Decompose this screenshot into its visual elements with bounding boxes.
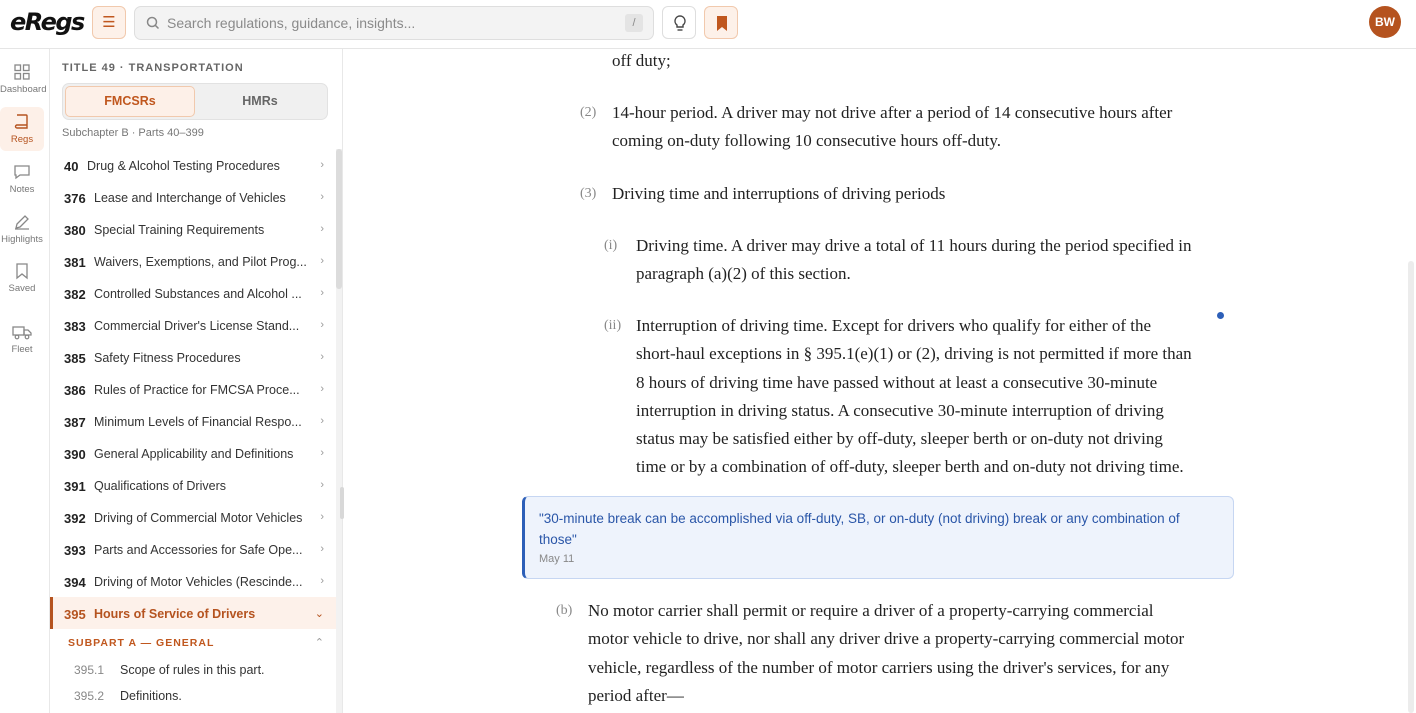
section-number: 395.2: [74, 689, 105, 703]
paragraph-label: (b): [556, 603, 573, 618]
part-number: 392: [64, 511, 86, 526]
part-item[interactable]: [50, 149, 336, 181]
bookmark-icon: [13, 262, 31, 280]
part-item[interactable]: [50, 565, 336, 597]
part-item[interactable]: [50, 533, 336, 565]
chevron-up-icon: ⌃: [314, 637, 324, 649]
part-title: Lease and Interchange of Vehicles: [94, 191, 286, 205]
part-number: 380: [64, 223, 86, 238]
insights-button[interactable]: [662, 6, 696, 39]
rail-label: Highlights: [1, 234, 43, 245]
text-line: 14-hour period. A driver may not drive after a period of 14 consecutive hours after: [612, 103, 1173, 122]
part-item[interactable]: [50, 309, 336, 341]
search-input[interactable]: Search regulations, guidance, insights...: [167, 15, 416, 31]
part-title: Parts and Accessories for Safe Ope...: [94, 543, 303, 557]
text-line: period after—: [588, 685, 684, 705]
part-number: 394: [64, 575, 86, 590]
chevron-right-icon: ›: [320, 223, 324, 235]
part-title: Hours of Service of Drivers: [94, 607, 256, 621]
chevron-right-icon: ›: [320, 415, 324, 427]
text-line: short-haul exceptions in § 395.1(e)(1) or (2), driving is not permitted if more than: [636, 344, 1192, 364]
paragraph-label: (ii): [604, 318, 622, 333]
part-item-active[interactable]: [50, 597, 336, 629]
bookmark-icon: [705, 7, 739, 40]
chevron-right-icon: ›: [320, 575, 324, 587]
part-number: 391: [64, 479, 86, 494]
rail-item-fleet[interactable]: [0, 323, 44, 355]
text-line: Driving time. A driver may drive a total of 11 hours during the period specified in: [636, 236, 1192, 255]
part-number: 383: [64, 319, 86, 334]
part-item[interactable]: [50, 501, 336, 533]
chevron-right-icon: ›: [320, 511, 324, 523]
part-number: 390: [64, 447, 86, 462]
chevron-right-icon: ›: [320, 479, 324, 491]
user-note[interactable]: [522, 496, 1234, 579]
paragraph-a3i: [636, 232, 1192, 289]
annotation-marker[interactable]: [1217, 312, 1224, 319]
rail-item-dashboard[interactable]: [0, 63, 47, 95]
menu-button[interactable]: [92, 6, 126, 39]
subchapter-label: Subchapter B · Parts 40–399: [62, 127, 204, 139]
rail-label: Regs: [10, 134, 34, 145]
regulations-sidebar: [50, 49, 343, 713]
subpart-title: SUBPART A — GENERAL: [68, 637, 215, 649]
chevron-down-icon: ⌄: [314, 608, 324, 620]
rail-item-saved[interactable]: [0, 262, 44, 294]
part-number: 386: [64, 383, 86, 398]
text-line: motor vehicle to drive, nor shall any driver drive a property-carrying commercial motor: [588, 629, 1185, 649]
part-number: 385: [64, 351, 86, 366]
section-item[interactable]: [50, 657, 336, 683]
part-number: 395: [64, 607, 86, 622]
part-title: Controlled Substances and Alcohol ...: [94, 287, 302, 301]
rail-label: Fleet: [11, 344, 33, 355]
chevron-right-icon: ›: [320, 191, 324, 203]
chevron-right-icon: ›: [320, 287, 324, 299]
part-item[interactable]: [50, 469, 336, 501]
part-title: General Applicability and Definitions: [94, 447, 294, 461]
part-number: 393: [64, 543, 86, 558]
part-item[interactable]: [50, 181, 336, 213]
chevron-right-icon: ›: [320, 543, 324, 555]
search-bar[interactable]: [134, 6, 654, 40]
rail-label: Notes: [9, 184, 35, 195]
rail-item-notes[interactable]: [0, 163, 44, 195]
text-line: vehicle, regardless of the number of motor carriers using the driver's services, for any: [588, 657, 1170, 677]
part-item[interactable]: [50, 245, 336, 277]
regulation-set-toggle: [62, 83, 328, 120]
book-icon: [13, 113, 31, 131]
hamburger-icon: ☰: [102, 14, 116, 31]
grid-icon: [13, 63, 31, 81]
part-item[interactable]: [50, 437, 336, 469]
part-title: Minimum Levels of Financial Respo...: [94, 415, 302, 429]
paragraph-fragment: off duty;: [612, 51, 671, 70]
lightbulb-icon: [663, 7, 697, 40]
part-item[interactable]: [50, 213, 336, 245]
part-item[interactable]: [50, 277, 336, 309]
part-title: Driving of Motor Vehicles (Rescinde...: [94, 575, 303, 589]
search-shortcut-key: /: [625, 14, 643, 32]
chevron-right-icon: ›: [320, 383, 324, 395]
chevron-right-icon: ›: [320, 351, 324, 363]
pencil-icon: [13, 213, 31, 231]
app-logo[interactable]: eRegs: [10, 8, 84, 36]
rail-item-highlights[interactable]: [0, 213, 44, 245]
user-avatar[interactable]: BW: [1369, 6, 1401, 38]
text-line: status may be satisfied either by off-duty, sleeper berth or on-duty not driving: [636, 429, 1163, 449]
content-scrollbar[interactable]: [1408, 261, 1414, 713]
part-number: 387: [64, 415, 86, 430]
parts-list: [50, 149, 336, 709]
top-bar: [0, 0, 1416, 49]
rail-label: Saved: [8, 283, 36, 294]
paragraph-label: (2): [580, 105, 597, 120]
section-title: Scope of rules in this part.: [120, 663, 265, 677]
part-item[interactable]: [50, 405, 336, 437]
part-item[interactable]: [50, 341, 336, 373]
text-line: Interruption of driving time. Except for drivers who qualify for either of the: [636, 316, 1152, 335]
tab-hmrs[interactable]: HMRs: [242, 94, 278, 108]
subpart-header[interactable]: [50, 629, 336, 657]
chevron-right-icon: ›: [320, 159, 324, 171]
part-number: 376: [64, 191, 86, 206]
rail-item-regs[interactable]: [0, 107, 44, 151]
part-number: 381: [64, 255, 86, 270]
text-line: 8 hours of driving time have passed without at least a consecutive 30-minute: [636, 372, 1158, 392]
part-number: 382: [64, 287, 86, 302]
text-line: time or by a combination of off-duty, sleeper berth and on-duty not driving time.: [636, 457, 1184, 477]
text-line: interruption in driving status. A consecutive 30-minute interruption of driving: [636, 400, 1164, 420]
part-title: Qualifications of Drivers: [94, 479, 226, 493]
chat-icon: [13, 163, 31, 181]
section-item[interactable]: [50, 683, 336, 709]
part-title: Waivers, Exemptions, and Pilot Prog...: [94, 255, 307, 269]
section-title: Definitions.: [120, 689, 182, 703]
paragraph-a3: Driving time and interruptions of driving periods: [612, 184, 946, 203]
bookmarks-button[interactable]: [704, 6, 738, 39]
part-title: Safety Fitness Procedures: [94, 351, 241, 365]
paragraph-b: [588, 597, 1184, 710]
paragraph-label: (i): [604, 238, 618, 253]
text-line: No motor carrier shall permit or require a driver of a property-carrying commercial: [588, 601, 1154, 620]
regulation-content: [344, 49, 1416, 713]
chevron-right-icon: ›: [320, 447, 324, 459]
part-title: Drug & Alcohol Testing Procedures: [87, 159, 280, 173]
rail-label: Dashboard: [0, 84, 47, 95]
part-title: Rules of Practice for FMCSA Proce...: [94, 383, 300, 397]
part-number: 40: [64, 159, 79, 174]
scrollbar-thumb[interactable]: [336, 149, 342, 289]
chevron-right-icon: ›: [320, 255, 324, 267]
part-title: Special Training Requirements: [94, 223, 265, 237]
paragraph-a3ii: [636, 312, 1192, 482]
search-icon: [145, 15, 161, 31]
text-line: paragraph (a)(2) of this section.: [636, 264, 851, 284]
chevron-right-icon: ›: [320, 319, 324, 331]
sidebar-scrollbar[interactable]: [336, 149, 342, 713]
tab-fmcsrs[interactable]: FMCSRs: [65, 86, 195, 117]
part-title: Commercial Driver's License Stand...: [94, 319, 300, 333]
part-title: Driving of Commercial Motor Vehicles: [94, 511, 303, 525]
paragraph-a2: [612, 99, 1172, 156]
note-date: May 11: [539, 553, 575, 565]
nav-rail: [0, 49, 50, 713]
part-item[interactable]: [50, 373, 336, 405]
section-number: 395.1: [74, 663, 105, 677]
note-text: "30-minute break can be accomplished via off-duty, SB, or on-duty (not driving) break or any combination of those": [539, 511, 1180, 547]
title-heading: TITLE 49 · TRANSPORTATION: [62, 62, 244, 74]
truck-icon: [12, 323, 32, 341]
text-line: coming on-duty following 10 consecutive hours off-duty.: [612, 131, 1002, 151]
paragraph-label: (3): [580, 186, 597, 201]
